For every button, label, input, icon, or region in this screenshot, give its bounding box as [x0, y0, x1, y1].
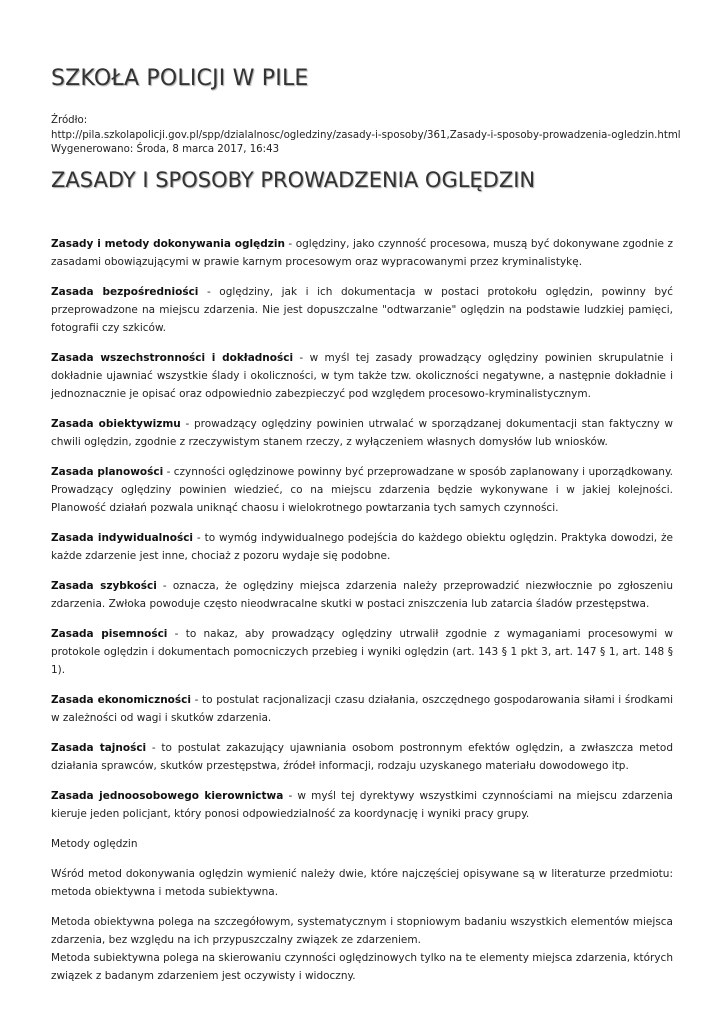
- principle-paragraph: [51, 691, 673, 727]
- methods-heading: Metody oględzin: [51, 838, 138, 850]
- principle-text: - w myśl tej dyrektywy wszystkimi czynnościami na miejscu zdarzenia kieruje jeden policjant, który ponosi odpowiedzialność za koordynację i wyniki pracy grupy.: [51, 790, 673, 820]
- generated-timestamp: Wygenerowano: Środa, 8 marca 2017, 16:43: [51, 144, 280, 155]
- methods-intro: Wśród metod dokonywania oględzin wymienić należy dwie, które najczęściej opisywane są w literaturze przedmiotu: metoda obiektywna i metoda subiektywna.: [51, 868, 673, 898]
- principle-paragraph: [51, 529, 673, 565]
- principle-term: Zasada wszechstronności i dokładności: [51, 352, 294, 364]
- principle-paragraph: [51, 349, 673, 403]
- principle-term: Zasady i metody dokonywania oględzin: [51, 238, 285, 250]
- principle-paragraph: [51, 739, 673, 775]
- principle-term: Zasada indywidualności: [51, 532, 194, 544]
- principle-paragraph: [51, 415, 673, 451]
- principle-term: Zasada bezpośredniości: [51, 286, 199, 298]
- principle-text: - oględziny, jak i ich dokumentacja w postaci protokołu oględzin, powinny być przeprowadzone na miejscu zdarzenia. Nie jest dopuszczalne "odtwarzanie" oględzin na podstawie ludzkiej pamięci, fotografii czy szkiców.: [51, 286, 673, 334]
- principle-term: Zasada ekonomiczności: [51, 694, 191, 706]
- source-label: Źródło:: [51, 115, 88, 126]
- principle-text: - w myśl tej zasady prowadzący oględziny powinien skrupulatnie i dokładnie ujawniać wszystkie ślady i okoliczności, w tym także tzw. okoliczności negatywne, a następnie dokładnie i jednoznacznie je opisać oraz odpowiednio zabezpieczyć pod względem procesowo-kryminalistycznym.: [51, 352, 673, 400]
- principle-text: - czynności oględzinowe powinny być przeprowadzane w sposób zaplanowany i uporządkowany. Prowadzący oględziny powinien wiedzieć, co na miejscu zdarzenia będzie wykonywane i w jakiej kolejności. Planowość działań pozwala uniknąć chaosu i wielokrotnego powtarzania tych samych czynności.: [51, 466, 673, 514]
- principle-paragraph: [51, 235, 673, 271]
- principle-paragraph: [51, 577, 673, 613]
- principle-term: Zasada planowości: [51, 466, 164, 478]
- site-title: SZKOŁA POLICJI W PILE: [51, 66, 309, 91]
- principle-term: Zasada szybkości: [51, 580, 157, 592]
- principle-text: - to postulat racjonalizacji czasu działania, oszczędnego gospodarowania siłami i środkami w zależności od wagi i skutków zdarzenia.: [51, 694, 673, 724]
- article-content: [51, 235, 673, 997]
- principle-text: - oznacza, że oględziny miejsca zdarzenia należy przeprowadzić niezwłocznie po zgłoszeniu zdarzenia. Zwłoka powoduje często nieodwracalne skutki w postaci zniszczenia lub zatarcia śladów przestępstwa.: [51, 580, 673, 610]
- method-subjective: Metoda subiektywna polega na skierowaniu czynności oględzinowych tylko na te elementy miejsca zdarzenia, których związek z badanym zdarzeniem jest oczywisty i widoczny.: [51, 952, 673, 982]
- principle-term: Zasada tajności: [51, 742, 147, 754]
- principle-term: Zasada obiektywizmu: [51, 418, 181, 430]
- principle-text: - to wymóg indywidualnego podejścia do każdego obiektu oględzin. Praktyka dowodzi, że każde zdarzenie jest inne, chociaż z pozoru wydaje się podobne.: [51, 532, 673, 562]
- principle-term: Zasada jednoosobowego kierownictwa: [51, 790, 284, 802]
- principle-text: - oględziny, jako czynność procesowa, muszą być dokonywane zgodnie z zasadami obowiązującymi w prawie karnym procesowym oraz wypracowanymi przez kryminalistykę.: [51, 238, 673, 268]
- article-title: ZASADY I SPOSOBY PROWADZENIA OGLĘDZIN: [51, 168, 536, 192]
- source-block: [51, 114, 681, 158]
- source-url: http://pila.szkolapolicji.gov.pl/spp/dzialalnosc/ogledziny/zasady-i-sposoby/361,Zasady-i-sposoby-prowadzenia-ogledzin.html: [51, 129, 681, 141]
- principle-text: - to nakaz, aby prowadzący oględziny utrwalił zgodnie z wymaganiami procesowymi w protokole oględzin i dokumentach pomocniczych przebieg i wyniki oględzin (art. 143 § 1 pkt 3, art. 147 § 1, art. 148 § 1).: [51, 628, 673, 676]
- principle-text: - to postulat zakazujący ujawniania osobom postronnym efektów oględzin, a zwłaszcza metod działania sprawców, skutków przestępstwa, źródeł informacji, rodzaju uzyskanego materiału dowodowego itp.: [51, 742, 673, 772]
- principle-text: - prowadzący oględziny powinien utrwalać w sporządzanej dokumentacji stan faktyczny w chwili oględzin, zgodnie z rzeczywistym stanem rzeczy, z wyłączeniem własnych domysłów lub wniosków.: [51, 418, 673, 448]
- principle-paragraph: [51, 625, 673, 679]
- principle-term: Zasada pisemności: [51, 628, 168, 640]
- principle-paragraph: [51, 463, 673, 517]
- principle-paragraph: [51, 283, 673, 337]
- principle-paragraph: [51, 787, 673, 823]
- method-objective: Metoda obiektywna polega na szczegółowym, systematycznym i stopniowym badaniu wszystkich elementów miejsca zdarzenia, bez względu na ich przypuszczalny związek ze zdarzeniem.: [51, 916, 673, 946]
